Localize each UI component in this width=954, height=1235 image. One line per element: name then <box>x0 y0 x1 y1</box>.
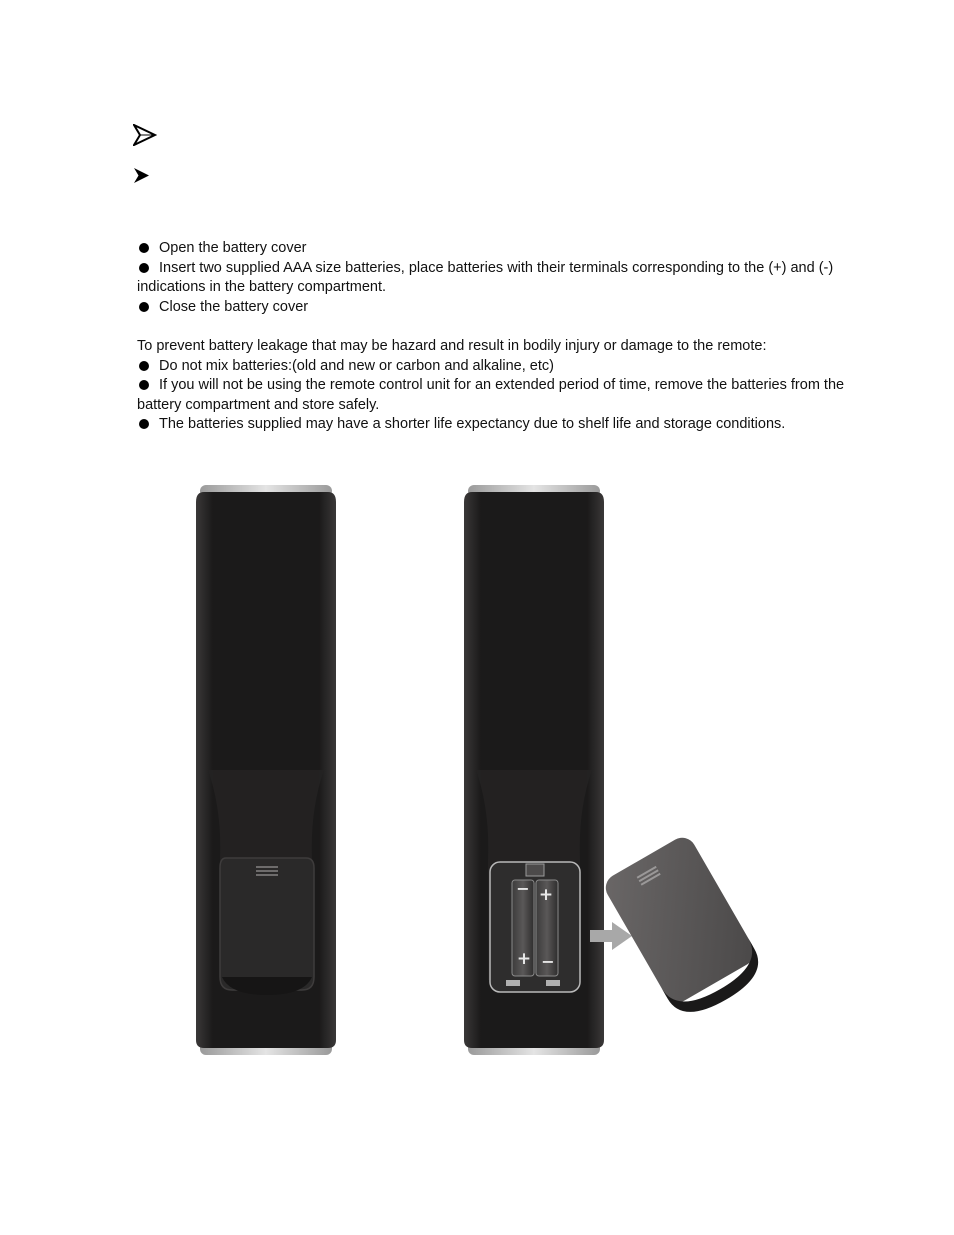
caution-item: Do not mix batteries:(old and new or carbon and alkaline, etc) <box>137 357 857 377</box>
caution-item: If you will not be using the remote control unit for an extended period of time, remove the batteries from the battery compartment and store safely. <box>137 377 845 413</box>
remote-back-open <box>464 485 604 1055</box>
bullet-icon <box>139 263 149 273</box>
caution-intro: To prevent battery leakage that may be hazard and result in bodily injury or damage to the remote: <box>137 338 767 354</box>
remote-back-closed <box>196 485 336 1055</box>
remote-battery-illustration <box>190 480 760 1065</box>
install-step: Open the battery cover <box>137 239 857 259</box>
polarity-plus: + <box>538 885 554 905</box>
battery-install-steps <box>137 239 857 317</box>
bullet-icon <box>139 302 149 312</box>
battery-cover-closed <box>220 858 314 990</box>
polarity-plus: + <box>516 949 532 969</box>
bullet-icon <box>139 243 149 253</box>
battery-caution <box>137 337 857 435</box>
battery-cover-removed <box>601 833 760 1025</box>
install-step: Insert two supplied AAA size batteries, place batteries with their terminals corresponding to the (+) and (-) indications in the battery compartment. <box>137 259 834 296</box>
install-step: Close the battery cover <box>137 298 857 318</box>
polarity-minus: − <box>541 952 555 971</box>
arrow-bullet-icon <box>133 167 151 184</box>
bullet-icon <box>139 380 149 390</box>
arrow-bullet-icon <box>133 124 157 146</box>
bullet-icon <box>139 361 149 371</box>
caution-item: The batteries supplied may have a shorter life expectancy due to shelf life and storage conditions. <box>137 415 857 435</box>
bullet-icon <box>139 419 149 429</box>
battery-compartment <box>490 862 580 992</box>
polarity-minus: − <box>516 879 530 898</box>
